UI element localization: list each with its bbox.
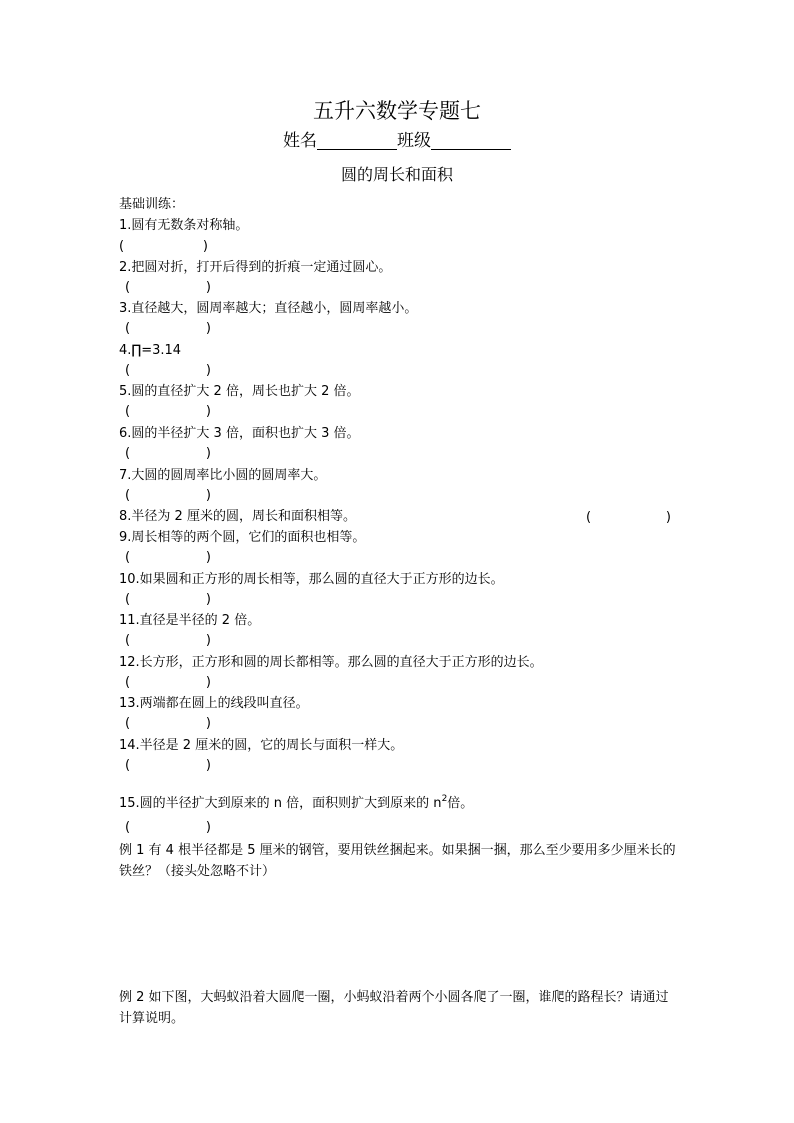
- question-3: 3.直径越大，圆周率越大；直径越小，圆周率越小。: [119, 301, 418, 316]
- paren-close: ): [205, 550, 211, 565]
- q15-exponent: 2: [441, 794, 448, 804]
- answer-blank-14[interactable]: [125, 757, 211, 775]
- answer-blank-4[interactable]: [125, 362, 211, 380]
- paren-open: (: [125, 550, 131, 565]
- paren-open: (: [125, 675, 131, 690]
- paren-close: ): [205, 820, 211, 835]
- paren-close: ): [205, 592, 211, 607]
- paren-open: (: [125, 404, 131, 419]
- answer-blank-6[interactable]: [125, 445, 211, 463]
- paren-open: (: [125, 280, 131, 295]
- answer-blank-12[interactable]: [125, 674, 211, 692]
- class-blank[interactable]: [431, 131, 511, 150]
- paren-close: ): [205, 280, 211, 295]
- question-2: 2.把圆对折，打开后得到的折痕一定通过圆心。: [119, 260, 392, 275]
- answer-blank-9[interactable]: [125, 549, 211, 567]
- answer-blank-15[interactable]: [125, 819, 211, 837]
- name-class-row: [0, 128, 794, 154]
- paren-open: (: [125, 716, 131, 731]
- paren-close: ): [205, 758, 211, 773]
- paren-close: ): [205, 633, 211, 648]
- q15-text: 15.圆的半径扩大到原来的 n 倍，面积则扩大到原来的 n: [119, 796, 442, 811]
- question-14: 14.半径是 2 厘米的圆，它的周长与面积一样大。: [119, 738, 404, 753]
- answer-blank-11[interactable]: [125, 632, 211, 650]
- topic-subtitle: 圆的周长和面积: [340, 165, 453, 184]
- answer-blank-3[interactable]: [125, 320, 211, 338]
- answer-blank-8[interactable]: [586, 509, 671, 527]
- paren-open: (: [125, 592, 131, 607]
- question-13: 13.两端都在圆上的线段叫直径。: [119, 696, 309, 711]
- paren-open: (: [125, 633, 131, 648]
- paren-close: ): [205, 363, 211, 378]
- class-label: 班级: [397, 131, 431, 151]
- answer-blank-1[interactable]: [119, 238, 208, 256]
- paren-close: ): [665, 510, 671, 525]
- question-11: 11.直径是半径的 2 倍。: [119, 613, 261, 628]
- answer-blank-10[interactable]: [125, 591, 211, 609]
- question-6: 6.圆的半径扩大 3 倍，面积也扩大 3 倍。: [119, 426, 360, 441]
- name-label: 姓名: [283, 131, 317, 151]
- answer-blank-2[interactable]: [125, 279, 211, 297]
- paren-close: ): [205, 321, 211, 336]
- q15-text-end: 倍。: [447, 796, 474, 811]
- section-label: 基础训练：: [119, 197, 185, 212]
- paren-close: ): [202, 239, 208, 254]
- paren-close: ): [205, 488, 211, 503]
- paren-open: (: [119, 239, 125, 254]
- name-blank[interactable]: [317, 131, 397, 150]
- question-1: 1.圆有无数条对称轴。: [119, 218, 249, 233]
- paren-open: (: [125, 321, 131, 336]
- paren-close: ): [205, 675, 211, 690]
- paren-close: ): [205, 446, 211, 461]
- question-15: [119, 790, 473, 813]
- paren-open: (: [586, 510, 592, 525]
- question-8: 8.半径为 2 厘米的圆，周长和面积相等。: [119, 509, 356, 524]
- paren-open: (: [125, 758, 131, 773]
- paren-open: (: [125, 446, 131, 461]
- example-2: 例 2 如下图，大蚂蚁沿着大圆爬一圈，小蚂蚁沿着两个小圆各爬了一圈，谁爬的路程长？请通过计算说明。: [119, 990, 669, 1026]
- answer-blank-7[interactable]: [125, 487, 211, 505]
- paren-open: (: [125, 488, 131, 503]
- question-12: 12.长方形，正方形和圆的周长都相等。那么圆的直径大于正方形的边长。: [119, 655, 543, 670]
- question-9: 9.周长相等的两个圆，它们的面积也相等。: [119, 530, 366, 545]
- answer-blank-5[interactable]: [125, 403, 211, 421]
- example-1: 例 1 有 4 根半径都是 5 厘米的钢管，要用铁丝捆起来。如果捆一捆，那么至少要用多少厘米长的铁丝？（接头处忽略不计）: [119, 843, 676, 879]
- paren-open: (: [125, 820, 131, 835]
- paren-open: (: [125, 363, 131, 378]
- question-5: 5.圆的直径扩大 2 倍，周长也扩大 2 倍。: [119, 384, 360, 399]
- paren-close: ): [205, 404, 211, 419]
- worksheet-title: 五升六数学专题七: [313, 99, 481, 123]
- question-7: 7.大圆的圆周率比小圆的圆周率大。: [119, 468, 327, 483]
- paren-close: ): [205, 716, 211, 731]
- answer-blank-13[interactable]: [125, 715, 211, 733]
- question-10: 10.如果圆和正方形的周长相等，那么圆的直径大于正方形的边长。: [119, 572, 504, 587]
- question-4: 4.∏=3.14: [119, 343, 182, 358]
